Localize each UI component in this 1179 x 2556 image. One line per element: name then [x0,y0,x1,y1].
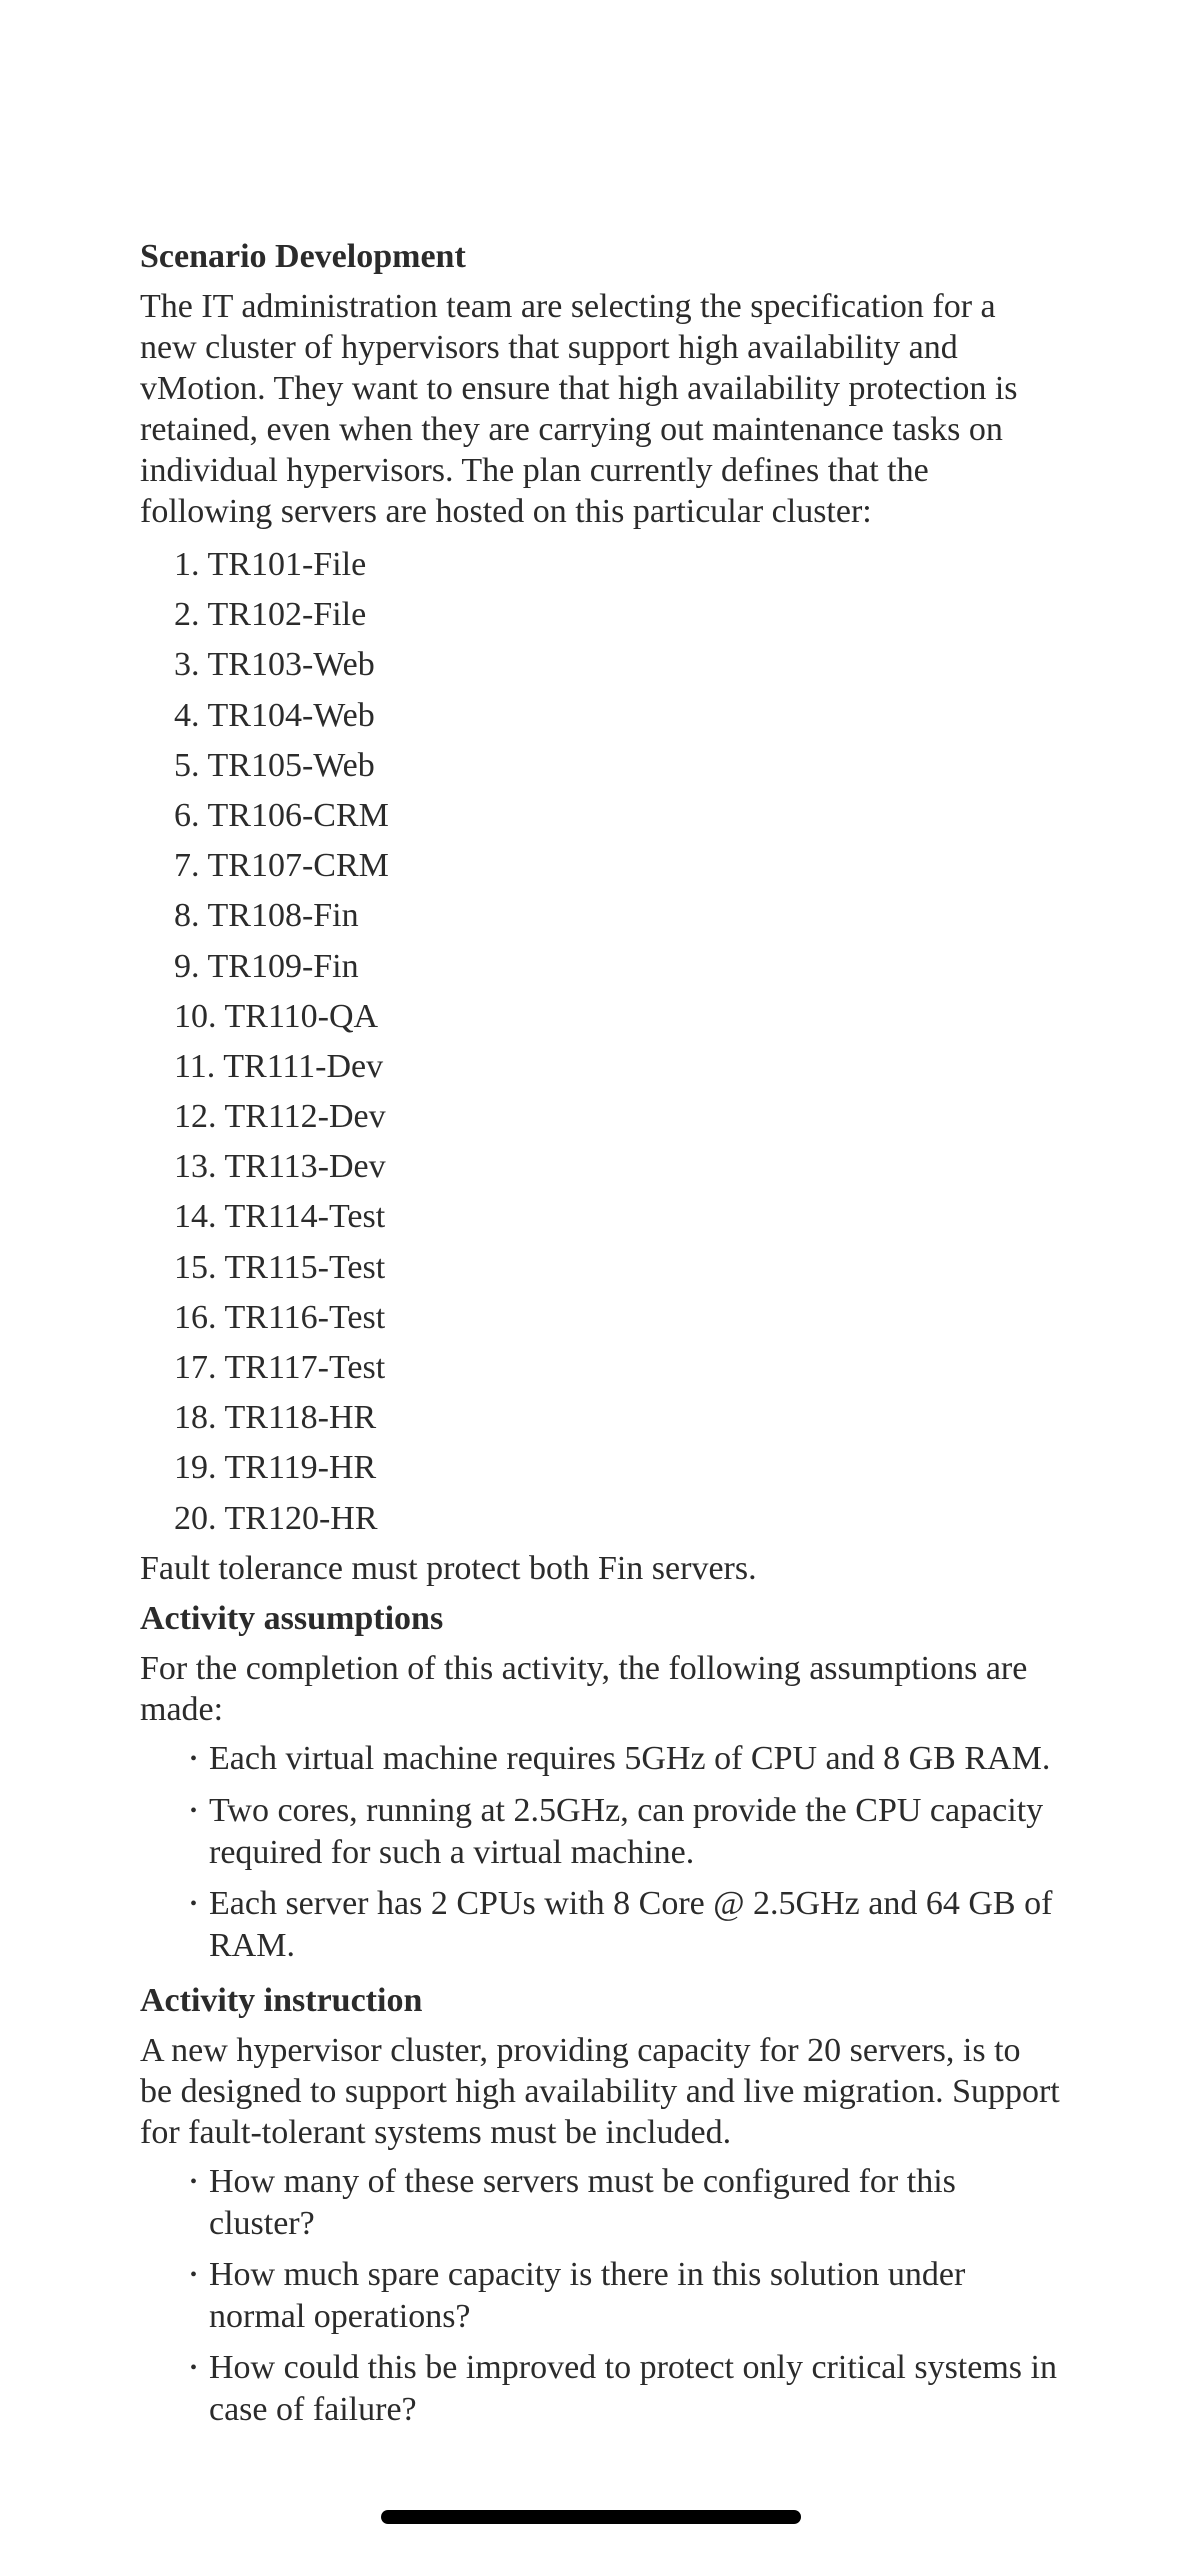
bullet-icon: • [190,1747,198,1770]
list-item [174,1092,1060,1142]
list-item [174,841,1060,891]
list-item [174,791,1060,841]
list-item [170,2347,1060,2430]
document-body [140,232,1060,2440]
item-number: 3. [174,646,200,684]
server-name: TR110-QA [224,997,379,1035]
home-indicator[interactable] [381,2510,801,2524]
server-name: TR116-Test [224,1298,386,1336]
item-number: 10. [174,997,217,1035]
assumptions-list [140,1738,1060,1966]
list-item [174,1443,1060,1493]
scenario-heading: Scenario Development [140,238,466,275]
item-number: 13. [174,1148,217,1186]
bullet-icon: • [190,1892,198,1915]
list-item [174,640,1060,690]
question-text: How many of these servers must be configured for this cluster? [209,2162,956,2242]
assumption-text: Two cores, running at 2.5GHz, can provide the CPU capacity required for such a virtual machine. [209,1791,1044,1871]
item-number: 12. [174,1098,217,1136]
list-item [174,1393,1060,1443]
item-number: 4. [174,696,200,734]
server-name: TR119-HR [224,1449,377,1487]
list-item [174,1494,1060,1544]
list-item [174,1343,1060,1393]
list-item [174,891,1060,941]
server-name: TR113-Dev [224,1148,386,1186]
server-name: TR102-File [207,596,367,634]
assumptions-intro: For the completion of this activity, the following assumptions are made: [140,1649,1028,1728]
server-name: TR101-File [207,546,367,583]
list-item [174,1142,1060,1192]
list-item [170,1738,1060,1780]
question-text: How could this be improved to protect only critical systems in case of failure? [209,2348,1057,2428]
list-item [174,1042,1060,1092]
instruction-intro: A new hypervisor cluster, providing capacity for 20 servers, is to be designed to support high availability and live migration. Support for fault-tolerant systems must be included. [140,2031,1060,2151]
bullet-icon: • [190,1799,198,1822]
bullet-icon: • [190,2170,198,2193]
server-name: TR120-HR [224,1499,378,1537]
item-number: 5. [174,746,200,784]
item-number: 2. [174,596,200,634]
list-item [170,1790,1060,1873]
item-number: 9. [174,947,200,985]
server-name: TR112-Dev [224,1098,386,1136]
item-number: 6. [174,796,200,834]
list-item [174,590,1060,640]
item-number: 15. [174,1248,217,1286]
item-number: 8. [174,897,200,935]
item-number: 7. [174,847,200,885]
item-number: 20. [174,1499,217,1537]
server-name: TR105-Web [207,746,375,784]
server-name: TR104-Web [207,696,375,734]
list-item [174,992,1060,1042]
server-name: TR115-Test [224,1248,386,1286]
server-name: TR118-HR [224,1399,377,1437]
assumption-text: Each server has 2 CPUs with 8 Core @ 2.5GHz and 64 GB of RAM. [209,1884,1053,1964]
server-name: TR106-CRM [207,796,389,834]
item-number: 19. [174,1449,217,1487]
list-item [174,540,1060,590]
item-number: 14. [174,1198,217,1236]
server-name: TR114-Test [224,1198,386,1236]
item-number: 17. [174,1349,217,1386]
list-item [174,1243,1060,1293]
list-item [174,1293,1060,1343]
list-item [170,2254,1060,2337]
server-name: TR109-Fin [207,947,359,985]
bullet-icon: • [190,2263,198,2286]
list-item [174,1192,1060,1242]
list-item [170,1883,1060,1966]
list-item [174,741,1060,791]
item-number: 18. [174,1399,217,1437]
item-number: 16. [174,1298,217,1336]
server-list [140,540,1060,1544]
instruction-heading: Activity instruction [140,1981,423,2019]
question-text: How much spare capacity is there in this solution under normal operations? [209,2255,966,2335]
item-number: 11. [174,1047,216,1085]
assumption-text: Each virtual machine requires 5GHz of CPU and 8 GB RAM. [209,1739,1051,1777]
item-number: 1. [174,546,200,583]
server-name: TR103-Web [207,646,375,684]
list-item [170,2161,1060,2244]
list-item [174,691,1060,741]
list-item [174,942,1060,992]
server-name: TR111-Dev [223,1047,384,1085]
bullet-icon: • [190,2356,198,2379]
questions-list [140,2161,1060,2430]
server-name: TR108-Fin [207,897,359,935]
server-name: TR107-CRM [207,847,389,885]
scenario-intro: The IT administration team are selecting the specification for a new cluster of hypervisors that support high availability and vMotion. They want to ensure that high availability protection is retained, even when they are carrying out maintenance tasks on individual hypervisors. The plan currently defines that the following servers are hosted on this particular cluster: [140,288,1018,530]
fault-tolerance-note: Fault tolerance must protect both Fin servers. [140,1549,757,1587]
server-name: TR117-Test [224,1349,386,1386]
assumptions-heading: Activity assumptions [140,1599,444,1637]
